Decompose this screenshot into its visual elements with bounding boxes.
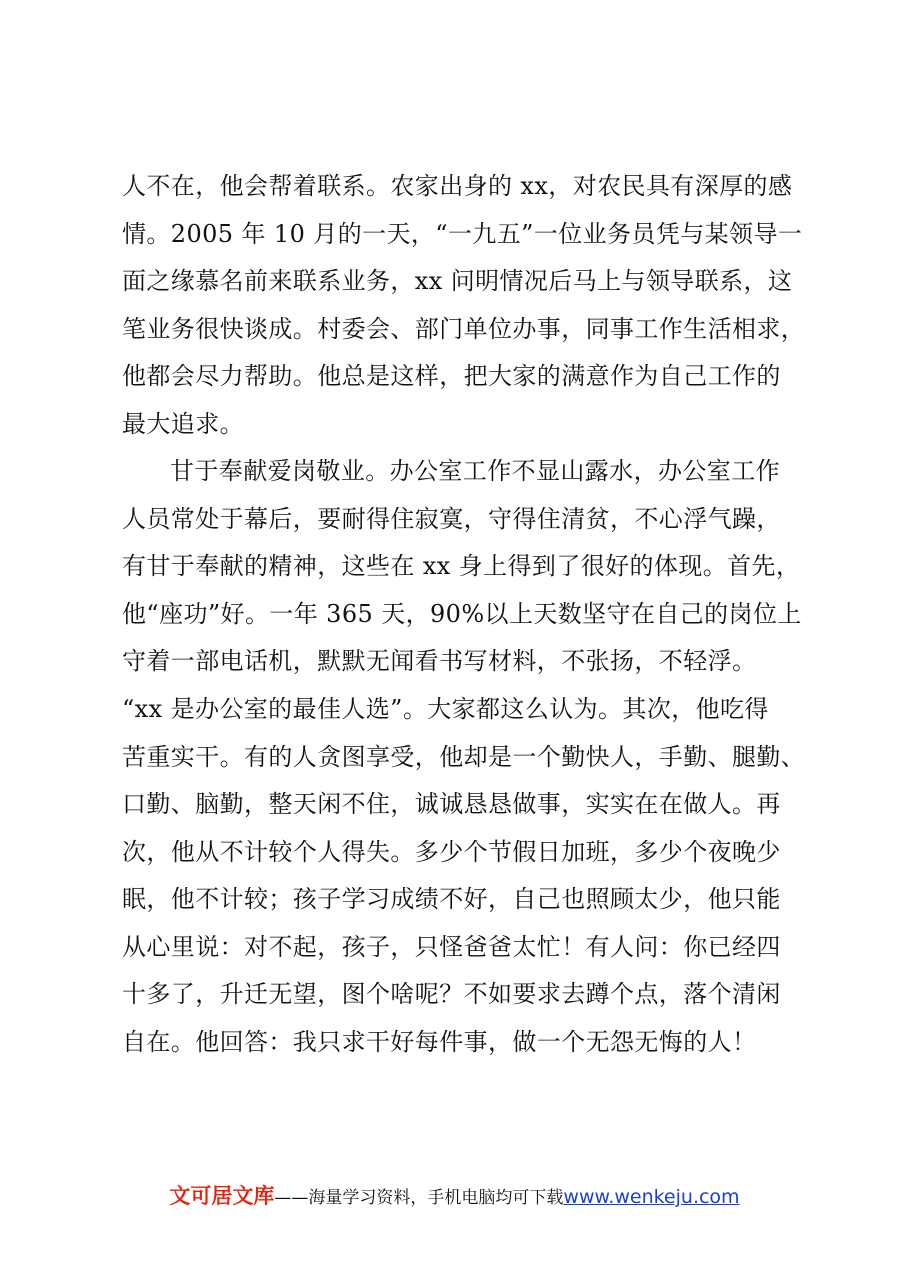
text-line: 眠，他不计较；孩子学习成绩不好，自己也照顾太少，他只能 [122, 885, 781, 914]
text-line: 人不在，他会帮着联系。农家出身的 xx，对农民具有深厚的感 [122, 172, 793, 200]
document-body [122, 163, 812, 1066]
paragraph-2 [122, 448, 812, 1066]
text-line: 守着一部电话机，默默无闻看书写材料，不张扬，不轻浮。 [122, 647, 757, 676]
text-line: 他都会尽力帮助。他总是这样，把大家的满意作为自己工作的 [122, 362, 781, 391]
text-line: 苦重实干。有的人贪图享受，他却是一个勤快人，手勤、腿勤、 [122, 742, 806, 771]
text-line: 甘于奉献爱岗敬业。办公室工作不显山露水，办公室工作 [170, 457, 780, 486]
text-line: “xx 是办公室的最佳人选”。大家都这么认为。其次，他吃得 [122, 695, 769, 724]
text-line: 面之缘慕名前来联系业务，xx 问明情况后马上与领导联系，这 [122, 267, 793, 296]
footer-description: 海量学习资料，手机电脑均可下载 [308, 1188, 564, 1208]
text-line: 他“座功”好。一年 365 天，90%以上天数坚守在自己的岗位上 [122, 599, 802, 628]
text-line: 次，他从不计较个人得失。多少个节假日加班，多少个夜晚少 [122, 837, 781, 866]
text-line: 从心里说：对不起，孩子，只怪爸爸太忙！有人问：你已经四 [122, 932, 781, 961]
text-line: 情。2005 年 10 月的一天，“一九五”一位业务员凭与某领导一 [122, 219, 803, 248]
text-line: 笔业务很快谈成。村委会、部门单位办事，同事工作生活相求， [122, 314, 806, 343]
text-line: 自在。他回答：我只求干好每件事，做一个无怨无悔的人！ [122, 1027, 757, 1056]
text-line: 最大追求。 [122, 409, 244, 438]
text-line: 十多了，升迁无望，图个啥呢？不如要求去蹲个点，落个清闲 [122, 980, 781, 1009]
footer-website-link[interactable]: www.wenkeju.com [563, 1186, 740, 1208]
text-line: 口勤、脑勤，整天闲不住，诚诚恳恳做事，实实在在做人。再 [122, 790, 781, 819]
footer-banner [0, 1180, 909, 1210]
footer-brand: 文可居文库 [169, 1184, 275, 1208]
footer-dash: —— [274, 1188, 309, 1208]
paragraph-1 [122, 163, 812, 448]
text-line: 人员常处于幕后，要耐得住寂寞，守得住清贫，不心浮气躁， [122, 504, 781, 533]
text-line: 有甘于奉献的精神，这些在 xx 身上得到了很好的体现。首先， [122, 552, 801, 581]
